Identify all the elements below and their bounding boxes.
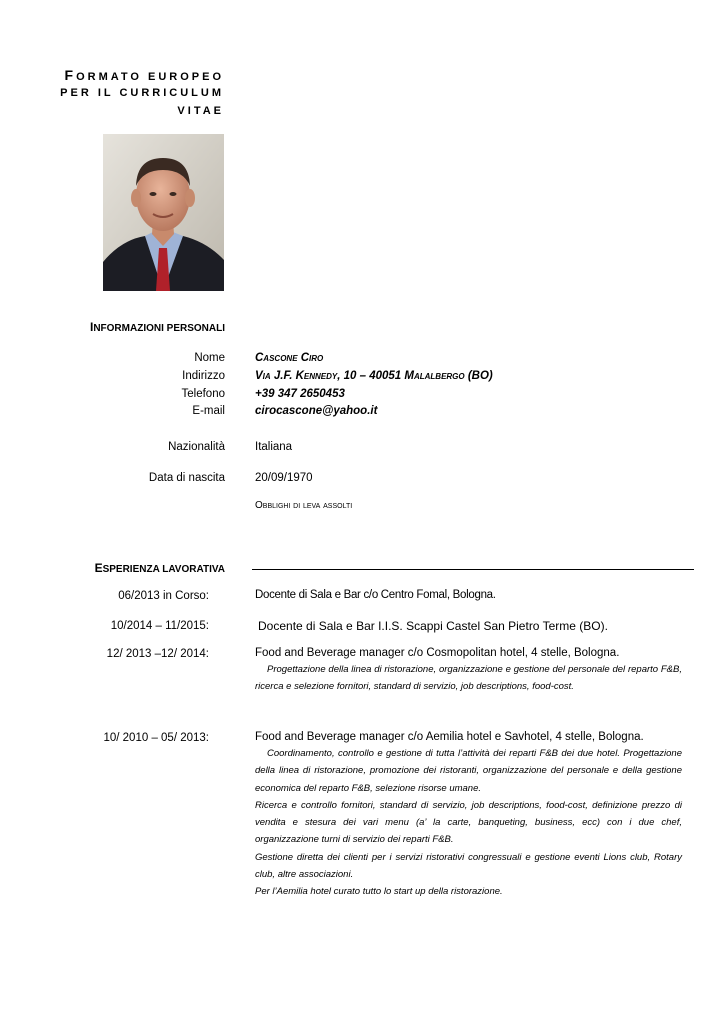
value-telefono: +39 347 2650453	[255, 388, 345, 400]
section-divider	[252, 569, 694, 570]
portrait-image	[103, 134, 224, 291]
job-description-paragraph: Gestione diretta dei clienti per i servizi ristorativi congressuali e gestione eventi Lions club, Rotary club, altre associazioni.	[255, 851, 682, 881]
job-description-paragraph: Ricerca e controllo fornitori, standard di servizio, job descriptions, food-cost, definizione prezzo di vendita e stesura dei vari menu (a’ la carte, banqueting, business, ecc) con i due chef, organizzazione turni di servizio dei reparti F&B.	[255, 799, 682, 846]
section-heading-personal: INFORMAZIONI PERSONALI	[89, 320, 225, 334]
value-nazionalita: Italiana	[255, 441, 293, 453]
military-service: Obblighi di leva assolti	[255, 500, 353, 511]
job-date: 06/2013 in Corso:	[118, 590, 209, 602]
value-data-nascita: 20/09/1970	[255, 472, 313, 484]
label-data-nascita: Data di nascita	[148, 472, 225, 484]
job-title: Food and Beverage manager c/o Aemilia hotel e Savhotel, 4 stelle, Bologna.	[255, 731, 644, 743]
label-indirizzo: Indirizzo	[182, 370, 225, 382]
job-title: Food and Beverage manager c/o Cosmopolitan hotel, 4 stelle, Bologna.	[255, 647, 620, 659]
job-description	[255, 745, 682, 901]
job-description	[255, 661, 682, 696]
cv-title-line-2: PER IL CURRICULUM	[60, 87, 224, 99]
cv-title-line-1: FORMATO EUROPEO	[64, 67, 224, 83]
label-nazionalita: Nazionalità	[168, 441, 225, 453]
label-nome: Nome	[194, 352, 225, 364]
value-email[interactable]: cirocascone@yahoo.it	[255, 405, 378, 417]
value-nome: Cascone Ciro	[255, 352, 324, 364]
job-description-paragraph: Per l’Aemilia hotel curato tutto lo start up della ristorazione.	[255, 886, 503, 898]
job-description-paragraph: Progettazione della linea di ristorazione, organizzazione e gestione del personale del reparto F&B, ricerca e selezione fornitori, standard di servizio, job descriptions, food-cost.	[255, 664, 682, 693]
label-telefono: Telefono	[181, 388, 225, 400]
job-title: Docente di Sala e Bar I.I.S. Scappi Castel San Pietro Terme (BO).	[258, 619, 608, 633]
section-heading-experience: ESPERIENZA LAVORATIVA	[94, 561, 225, 575]
job-description-paragraph: Coordinamento, controllo e gestione di tutta l’attività dei reparti F&B dei due hotel. Progettazione della linea di ristorazione, promozione dei ristoranti, organizzazione del personale e della gestione economica del reparto F&B, selezione risorse umane.	[255, 748, 682, 794]
cv-title-line-3: VITAE	[177, 105, 224, 117]
label-email: E-mail	[192, 405, 225, 417]
job-date: 10/ 2010 – 05/ 2013:	[103, 732, 209, 744]
job-title: Docente di Sala e Bar c/o Centro Fomal, Bologna.	[255, 589, 496, 601]
job-date: 12/ 2013 –12/ 2014:	[106, 648, 209, 660]
profile-photo	[103, 134, 224, 291]
job-date: 10/2014 – 11/2015:	[110, 620, 209, 632]
value-indirizzo: Via J.F. Kennedy, 10 – 40051 Malalbergo (BO)	[255, 370, 493, 382]
